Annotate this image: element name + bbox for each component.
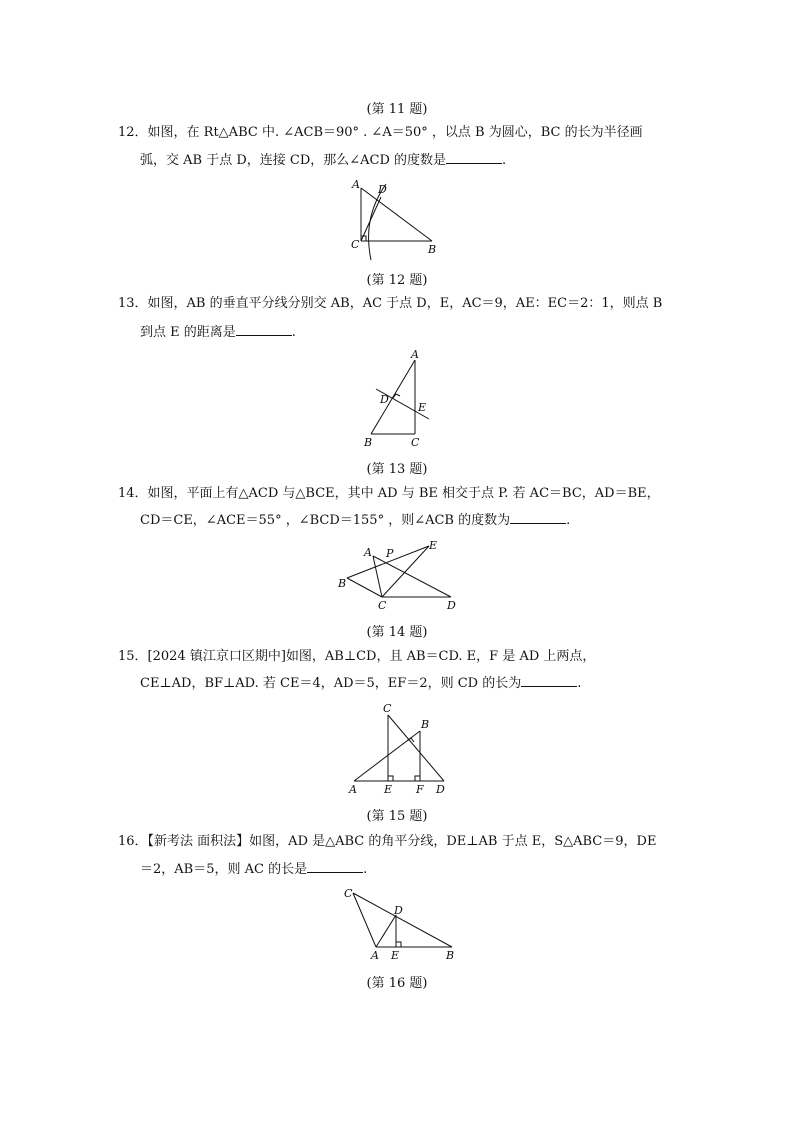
fig12-label-c: C (351, 238, 360, 251)
fig14-label-e: E (429, 539, 438, 552)
fig13-label-e: E (418, 401, 427, 414)
q13-end: . (291, 325, 296, 340)
q14-line2 (140, 511, 570, 531)
q13-line2-text: 到点 E 的距离是 (140, 325, 236, 340)
figure-16 (336, 884, 461, 962)
fig14-label-b: B (338, 577, 347, 590)
q16-line2-text: ＝2，AB＝5，则 AC 的长是 (140, 862, 308, 877)
fig15-label-d: D (436, 783, 445, 796)
fig13-label-b: B (364, 436, 373, 449)
figure-14 (332, 538, 467, 612)
fig16-label-c: C (344, 887, 353, 900)
fig15-label-e: E (384, 783, 393, 796)
fig15-label-b: B (421, 718, 430, 731)
fig15-right-angle-e (388, 776, 393, 781)
caption-fig11: (第 11 题) (366, 102, 428, 117)
fig16-label-d: D (394, 904, 403, 917)
q16-line1: 16．【新考法 面积法】如图，AD 是△ABC 的角平分线，DE⊥AB 于点 E，S△ABC＝9，DE (118, 834, 657, 849)
caption-fig15: (第 15 题) (366, 809, 428, 824)
fig16-label-a: A (371, 949, 379, 962)
figure-15 (344, 700, 454, 798)
fig12-segment-cd (361, 197, 381, 241)
fig13-label-d: D (380, 393, 389, 406)
fig15-label-f: F (416, 783, 424, 796)
fig14-segment-bc (347, 578, 382, 597)
q14-end: . (566, 513, 571, 528)
fig12-label-d: D (378, 183, 387, 196)
q12-answer-blank (446, 151, 502, 164)
fig13-label-a: A (411, 348, 419, 361)
q14-line2-text: CD＝CE，∠ACE＝55° ，∠BCD＝155° ，则∠ACB 的度数为 (140, 513, 511, 528)
q15-answer-blank (521, 674, 577, 687)
fig15-right-angle-f (415, 776, 420, 781)
q15-line2-text: CE⊥AD，BF⊥AD. 若 CE＝4，AD＝5，EF＝2，则 CD 的长为 (140, 676, 522, 691)
q13-answer-blank (236, 323, 292, 336)
fig16-segment-cb (353, 893, 452, 947)
caption-fig13: (第 13 题) (366, 462, 428, 477)
figure-12 (348, 178, 448, 268)
fig14-label-d: D (447, 599, 456, 612)
q15-end: . (577, 676, 582, 691)
fig15-segment-cd (388, 715, 444, 781)
fig16-label-b: B (446, 949, 455, 962)
fig15-label-a: A (349, 783, 357, 796)
fig16-right-angle-mark (396, 942, 401, 947)
fig14-label-c: C (378, 599, 387, 612)
q12-line2 (140, 151, 506, 171)
fig16-label-e: E (391, 949, 400, 962)
fig16-segment-ad (376, 915, 396, 947)
q16-end: . (363, 862, 368, 877)
q15-line2 (140, 674, 581, 694)
q14-line1: 14．如图，平面上有△ACD 与△BCE，其中 AD 与 BE 相交于点 P. 若 AC＝BC，AD＝BE， (118, 486, 660, 501)
fig13-side-ab (371, 360, 415, 434)
caption-fig12: (第 12 题) (366, 273, 428, 288)
fig14-segment-ac (373, 556, 382, 597)
q14-answer-blank (510, 511, 566, 524)
fig14-segment-ad (373, 556, 451, 597)
q13-line1: 13．如图，AB 的垂直平分线分别交 AB，AC 于点 D，E，AC＝9，AE：EC＝2：1，则点 B (118, 296, 663, 311)
fig12-label-b: B (428, 243, 437, 256)
fig15-label-c: C (383, 702, 392, 715)
q13-line2 (140, 323, 296, 343)
fig14-label-p: P (386, 547, 394, 560)
fig14-label-a: A (364, 546, 372, 559)
q16-answer-blank (307, 860, 363, 873)
fig13-label-c: C (411, 436, 420, 449)
caption-fig14: (第 14 题) (366, 625, 428, 640)
figure-13 (360, 348, 440, 450)
fig16-segment-ca (353, 893, 376, 947)
q12-line2-text: 弧，交 AB 于点 D，连接 CD，那么∠ACD 的度数是 (140, 153, 447, 168)
q16-line2 (140, 860, 367, 880)
q12-line1: 12．如图，在 Rt△ABC 中. ∠ACB＝90° . ∠A＝50° ，以点 B 为圆心，BC 的长为半径画 (118, 125, 643, 140)
caption-fig16: (第 16 题) (366, 976, 428, 991)
q12-end: . (502, 153, 507, 168)
q15-line1: 15．[2024 镇江京口区期中]如图，AB⊥CD，且 AB＝CD. E，F 是 AD 上两点， (118, 649, 596, 664)
fig12-label-a: A (352, 178, 360, 191)
